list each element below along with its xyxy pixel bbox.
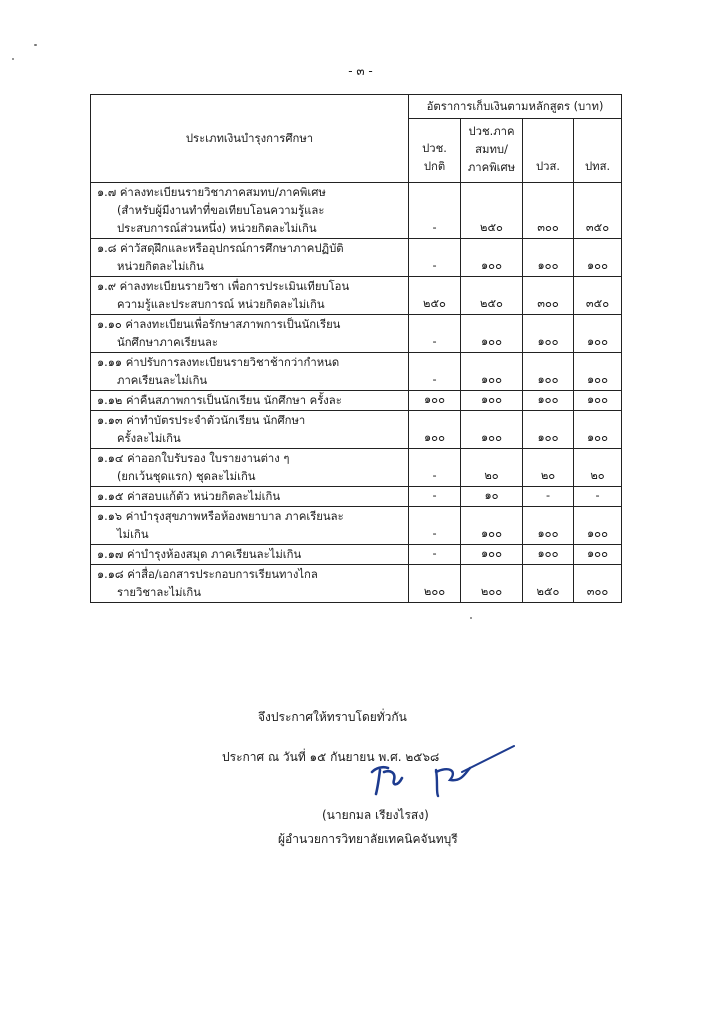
column-header bbox=[409, 119, 461, 183]
fee-value: ๑๐๐ bbox=[523, 545, 574, 565]
table-row bbox=[91, 507, 622, 545]
table-row bbox=[91, 449, 622, 487]
fee-value: ๑๐ bbox=[461, 487, 523, 507]
table-row bbox=[91, 183, 622, 239]
fee-item-line: ๑.๑๒ ค่าคืนสภาพการเป็นนักเรียน นักศึกษา ครั้งละ bbox=[97, 394, 342, 407]
scan-speck bbox=[12, 58, 14, 60]
fee-value: - bbox=[409, 353, 461, 391]
announcement-text: จึงประกาศให้ทราบโดยทั่วกัน bbox=[258, 710, 407, 724]
fee-item-line: ๑.๑๔ ค่าออกใบรับรอง ใบรายงานต่าง ๆ bbox=[97, 452, 290, 465]
column-header bbox=[461, 119, 523, 183]
table-row bbox=[91, 353, 622, 391]
fee-item-line: ประสบการณ์ส่วนหนึ่ง) หน่วยกิตละไม่เกิน bbox=[117, 222, 317, 235]
fee-value: ๓๐๐ bbox=[523, 277, 574, 315]
announcement-date: ประกาศ ณ วันที่ ๑๕ กันยายน พ.ศ. ๒๕๖๘ bbox=[222, 750, 440, 764]
fee-value: ๑๐๐ bbox=[461, 315, 523, 353]
fee-value: ๓๐๐ bbox=[574, 565, 622, 603]
fee-value: ๑๐๐ bbox=[523, 391, 574, 411]
fee-value: ๑๐๐ bbox=[574, 239, 622, 277]
scan-speck bbox=[470, 617, 472, 619]
fee-value: ๑๐๐ bbox=[409, 391, 461, 411]
table-row bbox=[91, 565, 622, 603]
scan-speck bbox=[34, 44, 37, 46]
fee-value: ๓๕๐ bbox=[574, 183, 622, 239]
fee-item bbox=[91, 353, 409, 391]
fee-item-line: (ยกเว้นชุดแรก) ชุดละไม่เกิน bbox=[117, 470, 256, 483]
fee-item-line: ๑.๑๘ ค่าสื่อ/เอกสารประกอบการเรียนทางไกล bbox=[97, 568, 318, 581]
fee-value: ๑๐๐ bbox=[461, 507, 523, 545]
fee-value: ๒๕๐ bbox=[523, 565, 574, 603]
fee-value: ๑๐๐ bbox=[523, 353, 574, 391]
fee-item-line: ๑.๑๓ ค่าทำบัตรประจำตัวนักเรียน นักศึกษา bbox=[97, 414, 306, 427]
column-header-line: ปทส. bbox=[584, 160, 611, 173]
fee-value: ๑๐๐ bbox=[523, 239, 574, 277]
fee-item-line: ๑.๑๖ ค่าบำรุงสุขภาพหรือห้องพยาบาล ภาคเรียนละ bbox=[97, 510, 344, 523]
fee-value: ๑๐๐ bbox=[461, 545, 523, 565]
fee-value: - bbox=[409, 507, 461, 545]
fee-item-line: ๑.๘ ค่าวัสดุฝึกและหรืออุปกรณ์การศึกษาภาคปฏิบัติ bbox=[97, 242, 344, 255]
table-row bbox=[91, 277, 622, 315]
table-row bbox=[91, 411, 622, 449]
fee-value: ๒๐ bbox=[523, 449, 574, 487]
column-header bbox=[574, 119, 622, 183]
fee-value: - bbox=[409, 487, 461, 507]
header-rates: อัตราการเก็บเงินตามหลักสูตร (บาท) bbox=[409, 95, 622, 119]
fee-value: ๑๐๐ bbox=[574, 507, 622, 545]
fee-item-line: (สำหรับผู้มีงานทำที่ขอเทียบโอนความรู้และ bbox=[117, 204, 325, 217]
fee-item-line: ๑.๑๐ ค่าลงทะเบียนเพื่อรักษาสภาพการเป็นนักเรียน bbox=[97, 318, 341, 331]
fee-value: ๓๐๐ bbox=[523, 183, 574, 239]
fee-value: ๑๐๐ bbox=[523, 411, 574, 449]
fee-item bbox=[91, 391, 409, 411]
fee-item-line: ความรู้และประสบการณ์ หน่วยกิตละไม่เกิน bbox=[117, 298, 325, 311]
fee-value: ๒๐ bbox=[574, 449, 622, 487]
signer-position: ผู้อำนวยการวิทยาลัยเทคนิคจันทบุรี bbox=[278, 832, 458, 846]
fee-table bbox=[90, 94, 622, 603]
column-header bbox=[523, 119, 574, 183]
table-row bbox=[91, 239, 622, 277]
column-header-line: ปวช. bbox=[422, 142, 447, 155]
fee-value: - bbox=[409, 239, 461, 277]
fee-item bbox=[91, 487, 409, 507]
fee-value: ๓๕๐ bbox=[574, 277, 622, 315]
fee-value: ๑๐๐ bbox=[574, 411, 622, 449]
fee-value: ๑๐๐ bbox=[523, 507, 574, 545]
fee-value: ๑๐๐ bbox=[574, 353, 622, 391]
fee-item bbox=[91, 449, 409, 487]
fee-item-line: รายวิชาละไม่เกิน bbox=[117, 586, 201, 599]
fee-item bbox=[91, 411, 409, 449]
page-number: - ๓ - bbox=[348, 64, 373, 78]
column-header-line: สมทบ/ bbox=[475, 143, 508, 156]
fee-item bbox=[91, 239, 409, 277]
fee-item-line: ๑.๗ ค่าลงทะเบียนรายวิชาภาคสมทบ/ภาคพิเศษ bbox=[97, 186, 326, 199]
table-row bbox=[91, 487, 622, 507]
fee-value: ๑๐๐ bbox=[461, 411, 523, 449]
fee-value: - bbox=[409, 183, 461, 239]
fee-item-line: ๑.๙ ค่าลงทะเบียนรายวิชา เพื่อการประเมินเทียบโอน bbox=[97, 280, 350, 293]
fee-item bbox=[91, 565, 409, 603]
fee-item bbox=[91, 277, 409, 315]
fee-value: - bbox=[409, 315, 461, 353]
signature-mark bbox=[366, 742, 526, 800]
fee-value: ๑๐๐ bbox=[461, 353, 523, 391]
fee-item-line: ไม่เกิน bbox=[117, 528, 149, 541]
fee-item bbox=[91, 545, 409, 565]
fee-item-line: นักศึกษาภาคเรียนละ bbox=[117, 336, 218, 349]
fee-value: ๒๕๐ bbox=[461, 183, 523, 239]
column-header-line: ปกติ bbox=[423, 160, 446, 173]
fee-value: ๑๐๐ bbox=[523, 315, 574, 353]
fee-value: - bbox=[574, 487, 622, 507]
fee-item-line: ครั้งละไม่เกิน bbox=[117, 432, 181, 445]
header-fee-type: ประเภทเงินบำรุงการศึกษา bbox=[91, 95, 409, 183]
fee-value: ๒๕๐ bbox=[409, 277, 461, 315]
fee-value: - bbox=[523, 487, 574, 507]
fee-item bbox=[91, 315, 409, 353]
fee-value: ๑๐๐ bbox=[461, 239, 523, 277]
table-row bbox=[91, 315, 622, 353]
fee-value: ๑๐๐ bbox=[574, 545, 622, 565]
fee-item-line: ๑.๑๕ ค่าสอบแก้ตัว หน่วยกิตละไม่เกิน bbox=[97, 490, 281, 503]
fee-table-body bbox=[91, 183, 622, 603]
column-header-line: ภาคพิเศษ bbox=[467, 161, 516, 174]
column-header-line: ปวส. bbox=[535, 160, 560, 173]
fee-value: ๑๐๐ bbox=[461, 391, 523, 411]
fee-item bbox=[91, 183, 409, 239]
table-row bbox=[91, 545, 622, 565]
fee-value: ๑๐๐ bbox=[574, 315, 622, 353]
table-row bbox=[91, 391, 622, 411]
signer-name: (นายกมล เรียงไรสง) bbox=[322, 808, 429, 822]
fee-item-line: หน่วยกิตละไม่เกิน bbox=[117, 260, 204, 273]
fee-value: ๑๐๐ bbox=[409, 411, 461, 449]
fee-item-line: ภาคเรียนละไม่เกิน bbox=[117, 374, 208, 387]
fee-value: ๒๐ bbox=[461, 449, 523, 487]
fee-item-line: ๑.๑๗ ค่าบำรุงห้องสมุด ภาคเรียนละไม่เกิน bbox=[97, 548, 302, 561]
fee-value: ๒๐๐ bbox=[409, 565, 461, 603]
fee-value: - bbox=[409, 545, 461, 565]
fee-item bbox=[91, 507, 409, 545]
column-header-line: ปวช.ภาค bbox=[468, 125, 515, 138]
fee-value: ๑๐๐ bbox=[574, 391, 622, 411]
fee-item-line: ๑.๑๑ ค่าปรับการลงทะเบียนรายวิชาช้ากว่ากำหนด bbox=[97, 356, 340, 369]
fee-value: ๒๐๐ bbox=[461, 565, 523, 603]
fee-value: ๒๕๐ bbox=[461, 277, 523, 315]
fee-value: - bbox=[409, 449, 461, 487]
